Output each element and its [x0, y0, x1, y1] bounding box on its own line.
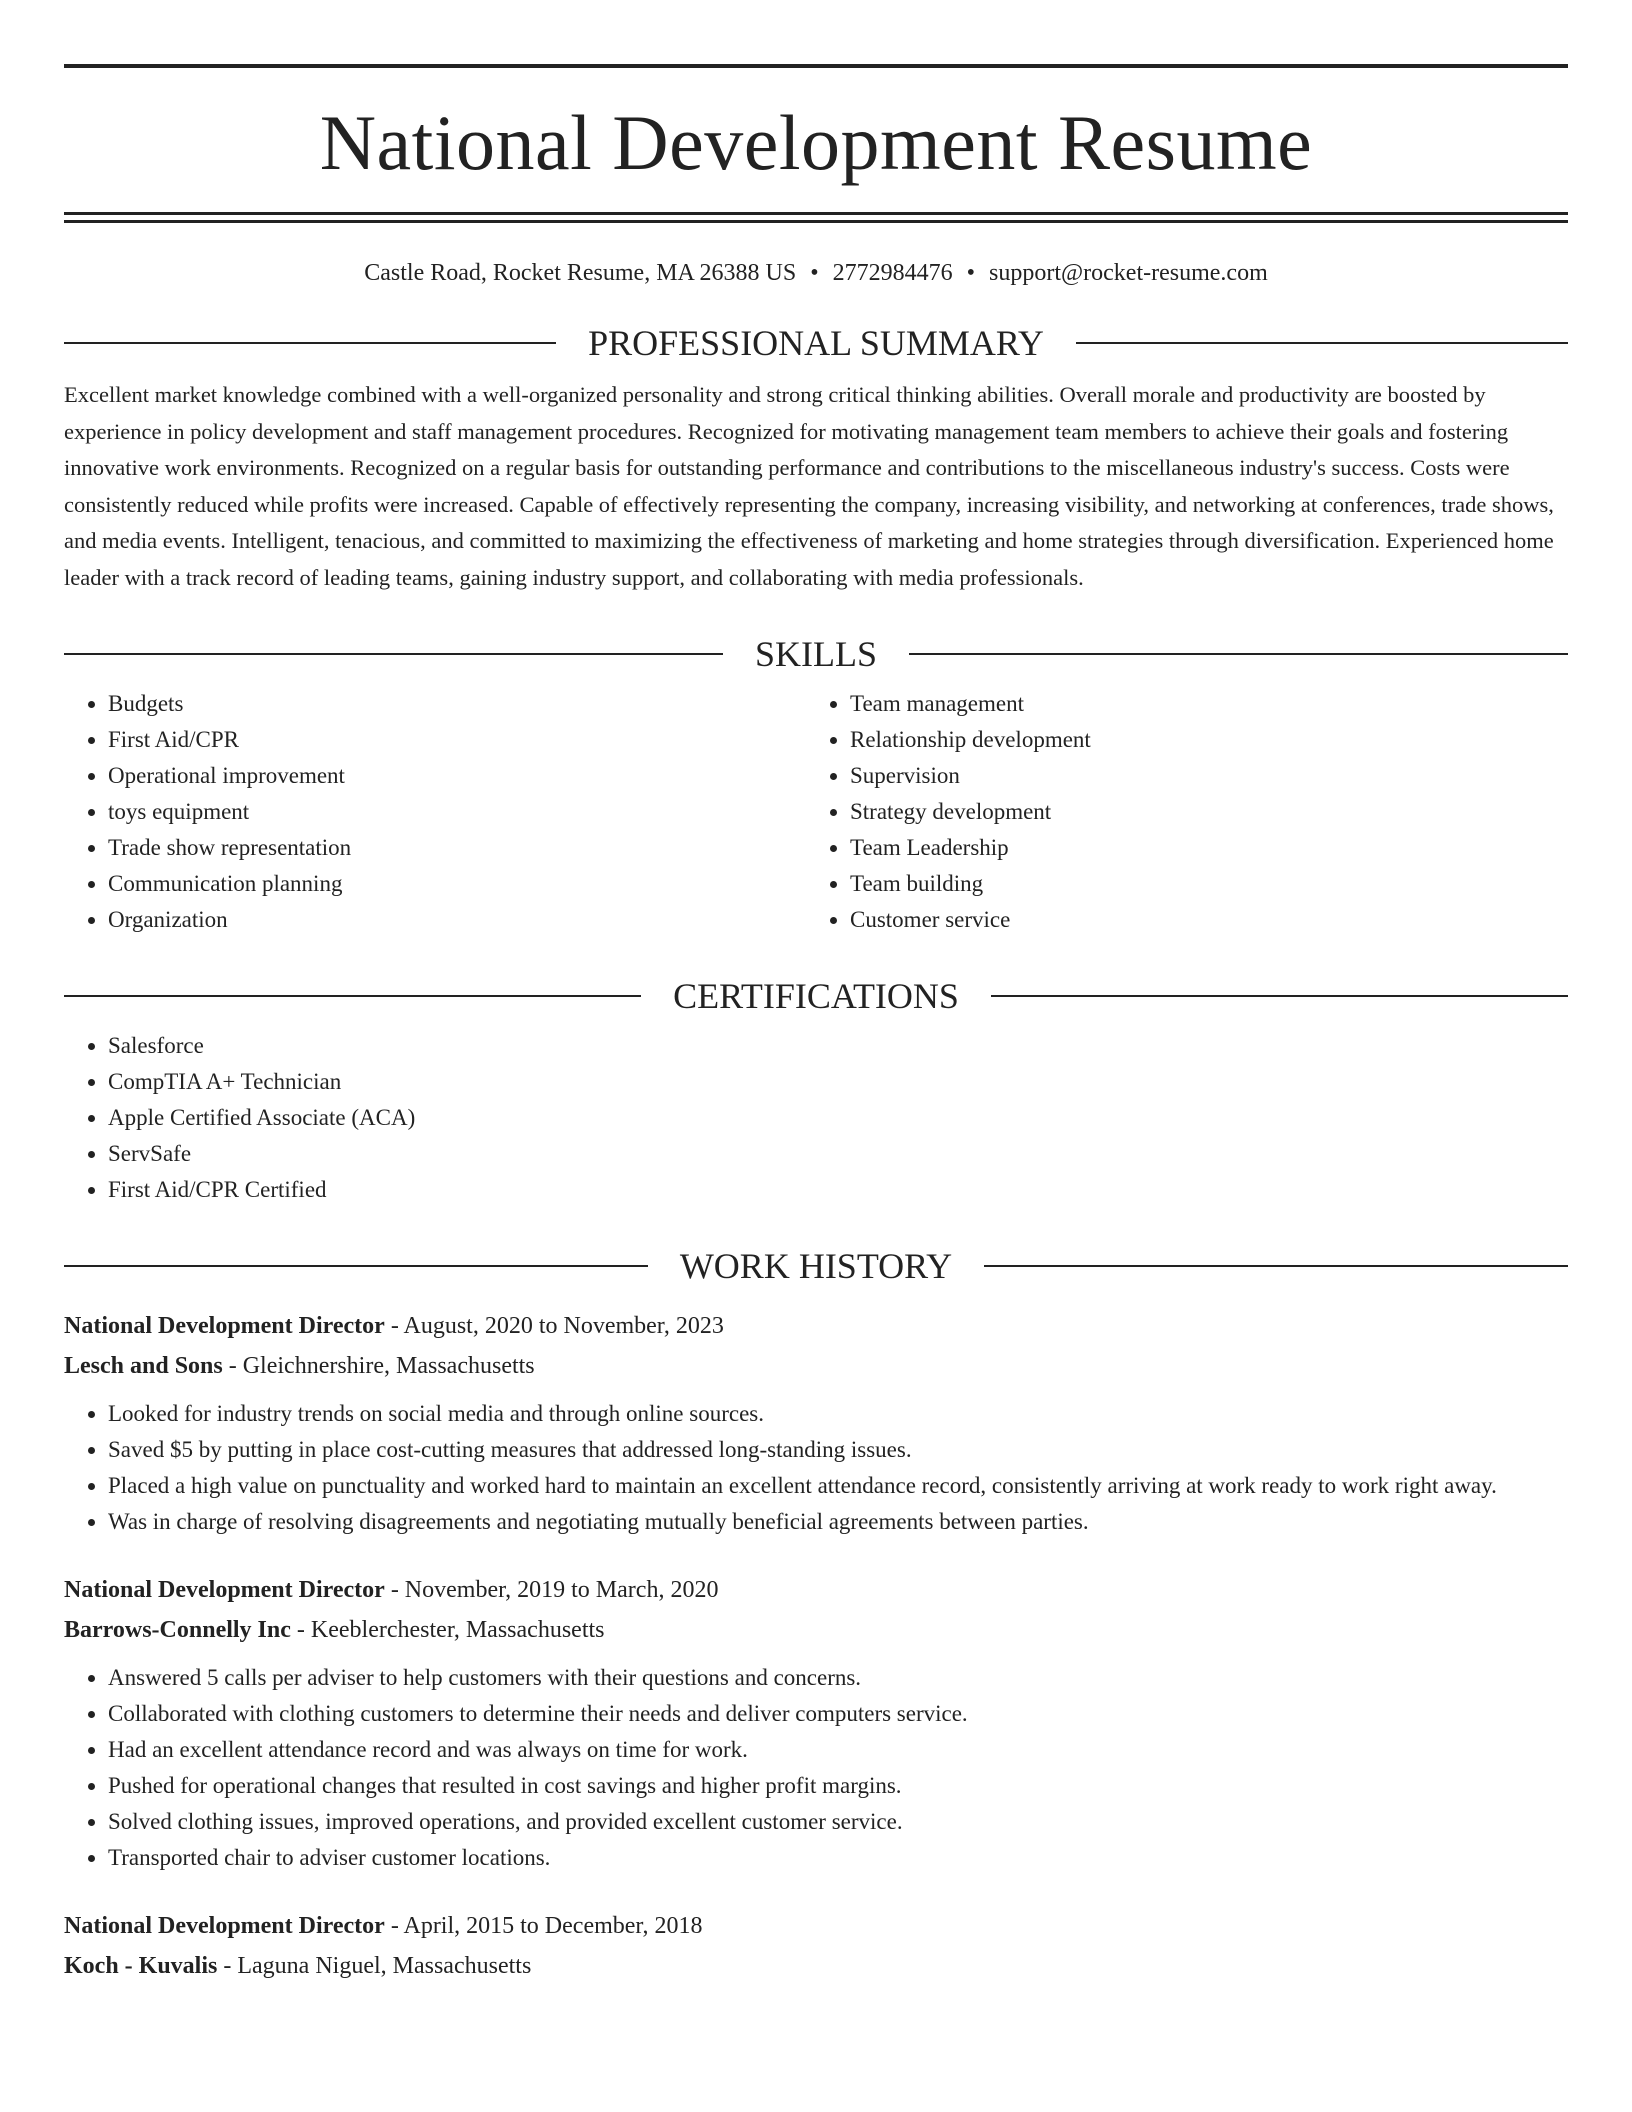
job-company: Lesch and Sons: [64, 1353, 223, 1379]
job-bullet: • Collaborated with clothing customers to determine their needs and deliver computers service.: [108, 1696, 1568, 1732]
skill-item: • First Aid/CPR: [108, 722, 806, 758]
divider-line: [64, 1265, 648, 1267]
skills-list-left: [64, 686, 806, 938]
skill-item: • Team building: [850, 866, 1548, 902]
job-bullet: • Looked for industry trends on social media and through online sources.: [108, 1396, 1568, 1432]
divider-line: [64, 653, 723, 655]
job-bullet: • Answered 5 calls per adviser to help customers with their questions and concerns.: [108, 1660, 1568, 1696]
summary-text: Excellent market knowledge combined with a well-organized personality and strong critical thinking abilities. Overall morale and productivity are boosted by experience in policy development and staff management procedures. Recognized for motivating management team members to achieve their goals and fostering innovative work environments. Recognized on a regular basis for outstanding performance and contributions to the miscellaneous industry's success. Costs were consistently reduced while profits were increased. Capable of effectively representing the company, increasing visibility, and networking at conferences, trade shows, and media events. Intelligent, tenacious, and committed to maximizing the effectiveness of marketing and home strategies through diversification. Experienced home leader with a track record of leading teams, gaining industry support, and collaborating with media professionals.: [64, 382, 1554, 590]
job-company: Koch - Kuvalis: [64, 1953, 218, 1979]
job-dates: - November, 2019 to March, 2020: [384, 1577, 719, 1603]
certification-item: • CompTIA A+ Technician: [108, 1064, 1568, 1100]
job-title-line: [64, 1306, 1568, 1346]
certification-item: • ServSafe: [108, 1136, 1568, 1172]
skill-item: • Operational improvement: [108, 758, 806, 794]
job-entry: [64, 1570, 1568, 1876]
section-header-certifications: [64, 978, 1568, 1014]
skill-item: • Team Leadership: [850, 830, 1548, 866]
skills-list-right: [806, 686, 1548, 938]
job-bullet: • Saved $5 by putting in place cost-cutting measures that addressed long-standing issues.: [108, 1432, 1568, 1468]
section-title-work-history: WORK HISTORY: [679, 1246, 953, 1286]
contact-separator: •: [966, 260, 976, 286]
skills-column-right: [806, 686, 1548, 938]
section-title-summary: PROFESSIONAL SUMMARY: [588, 323, 1044, 363]
job-bullets: [64, 1660, 1568, 1876]
job-bullets: [64, 1396, 1568, 1540]
skill-item: • Strategy development: [850, 794, 1548, 830]
divider-line: [64, 995, 641, 997]
top-rule: [64, 64, 1568, 68]
divider-line: [64, 342, 556, 344]
job-location: - Gleichnershire, Massachusetts: [222, 1353, 535, 1379]
contact-address: Castle Road, Rocket Resume, MA 26388 US: [364, 260, 797, 286]
job-location: - Keeblerchester, Massachusetts: [290, 1617, 605, 1643]
contact-phone: 2772984476: [832, 260, 953, 286]
contact-email: support@rocket-resume.com: [989, 260, 1268, 286]
certifications-list: [64, 1028, 1568, 1208]
contact-separator: •: [810, 260, 819, 286]
section-title-skills: SKILLS: [755, 634, 878, 674]
skill-item: • Relationship development: [850, 722, 1548, 758]
skill-item: • Supervision: [850, 758, 1548, 794]
skill-item: • Customer service: [850, 902, 1548, 938]
resume-page: [64, 64, 1568, 1986]
job-company-line: [64, 1610, 1568, 1650]
section-header-skills: [64, 636, 1568, 672]
job-dates: - April, 2015 to December, 2018: [384, 1913, 703, 1939]
divider-line: [909, 653, 1568, 655]
divider-line: [984, 1265, 1568, 1267]
job-title: National Development Director: [64, 1313, 385, 1339]
job-title-line: [64, 1570, 1568, 1610]
skill-item: • Trade show representation: [108, 830, 806, 866]
section-header-summary: [64, 325, 1568, 361]
contact-line: [64, 261, 1568, 285]
job-bullet: • Had an excellent attendance record and was always on time for work.: [108, 1732, 1568, 1768]
job-bullet: • Placed a high value on punctuality and worked hard to maintain an excellent attendance record, consistently arriving at work ready to work right away.: [108, 1468, 1568, 1504]
job-bullet: • Transported chair to adviser customer locations.: [108, 1840, 1568, 1876]
skill-item: • Team management: [850, 686, 1548, 722]
job-title-line: [64, 1906, 1568, 1946]
skills-column-left: [64, 686, 806, 938]
skill-item: • toys equipment: [108, 794, 806, 830]
certification-item: • First Aid/CPR Certified: [108, 1172, 1568, 1208]
job-company-line: [64, 1346, 1568, 1386]
header-double-rule: [64, 212, 1568, 223]
job-dates: - August, 2020 to November, 2023: [384, 1313, 724, 1339]
job-bullet: • Pushed for operational changes that resulted in cost savings and higher profit margins.: [108, 1768, 1568, 1804]
skills-grid: [64, 686, 1568, 938]
job-company: Barrows-Connelly Inc: [64, 1617, 291, 1643]
certification-item: • Salesforce: [108, 1028, 1568, 1064]
certification-item: • Apple Certified Associate (ACA): [108, 1100, 1568, 1136]
divider-line: [991, 995, 1568, 997]
job-title: National Development Director: [64, 1577, 385, 1603]
job-title: National Development Director: [64, 1913, 385, 1939]
job-entry: [64, 1306, 1568, 1540]
job-entry: [64, 1906, 1568, 1986]
divider-line: [1076, 342, 1568, 344]
skill-item: • Communication planning: [108, 866, 806, 902]
job-bullet: • Solved clothing issues, improved operations, and provided excellent customer service.: [108, 1804, 1568, 1840]
job-company-line: [64, 1946, 1568, 1986]
skill-item: • Organization: [108, 902, 806, 938]
resume-name: National Development Resume: [319, 99, 1313, 186]
section-header-work-history: [64, 1248, 1568, 1284]
job-location: - Laguna Niguel, Massachusetts: [217, 1953, 532, 1979]
job-bullet: • Was in charge of resolving disagreements and negotiating mutually beneficial agreements between parties.: [108, 1504, 1568, 1540]
section-title-certifications: CERTIFICATIONS: [673, 976, 959, 1016]
skill-item: • Budgets: [108, 686, 806, 722]
